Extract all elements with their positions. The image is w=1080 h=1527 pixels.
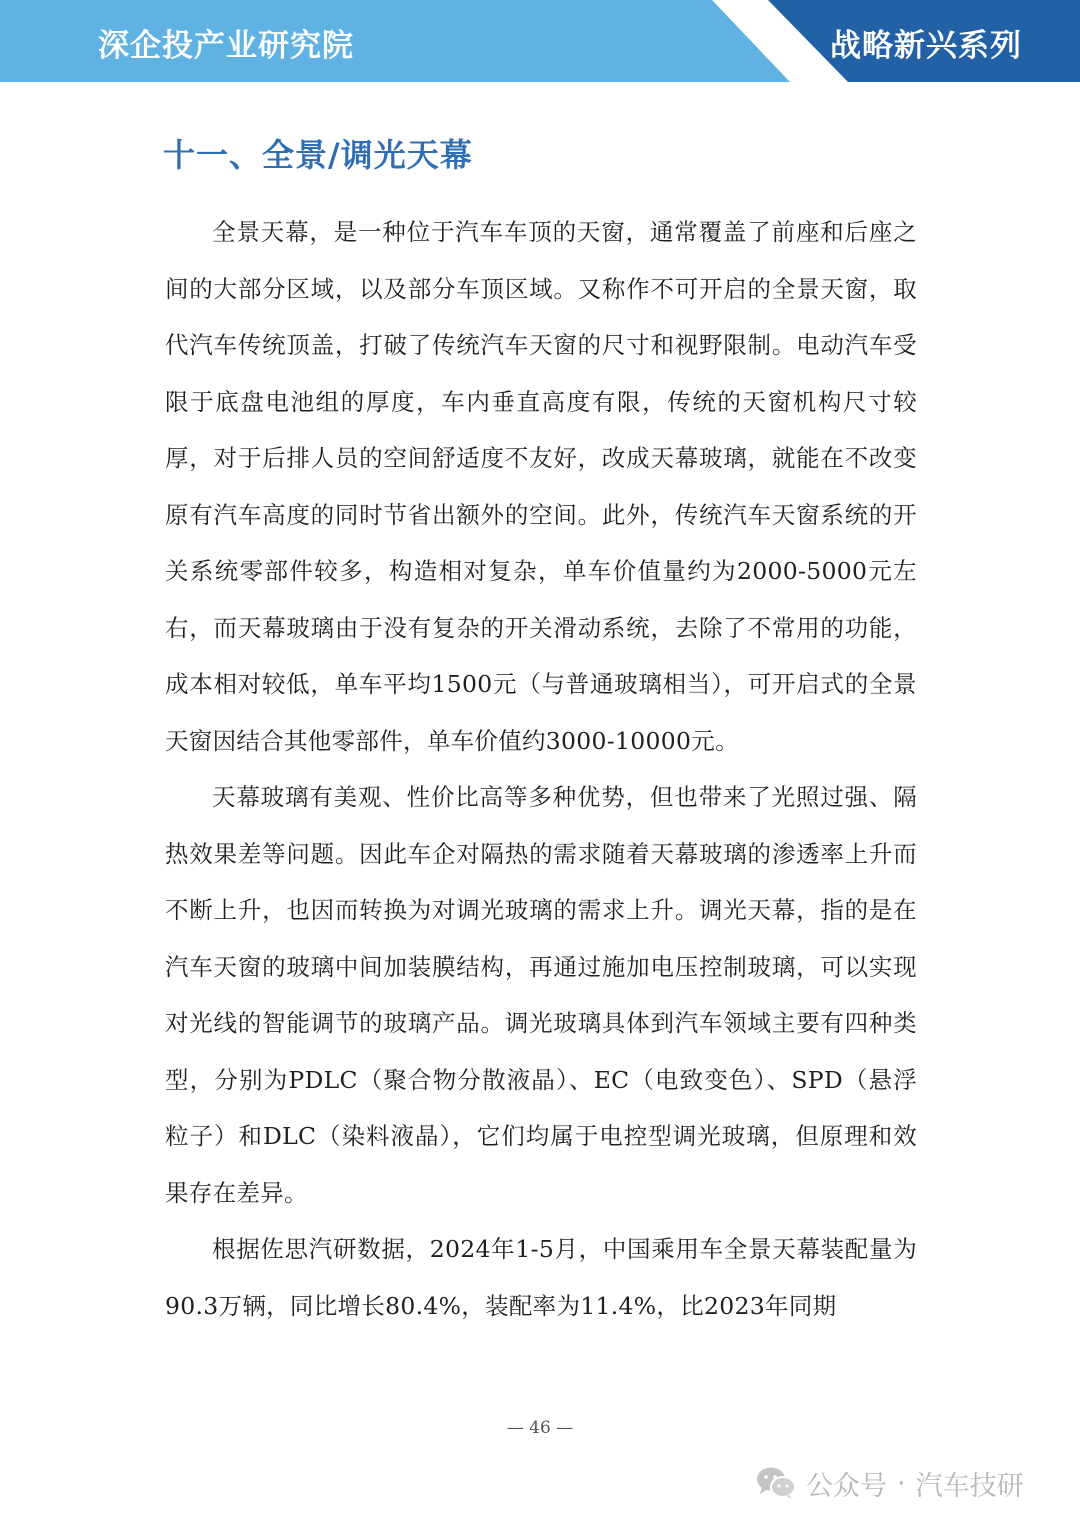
wechat-watermark <box>756 1463 1024 1503</box>
watermark-prefix: 公众号 <box>806 1470 887 1502</box>
watermark-separator: · <box>897 1467 906 1499</box>
paragraph-panoramic-roof: 全景天幕，是一种位于汽车车顶的天窗，通常覆盖了前座和后座之间的大部分区域，以及部分车顶区域。又称作不可开启的全景天窗，取代汽车传统顶盖，打破了传统汽车天窗的尺寸和视野限制。电动汽车受限于底盘电池组的厚度，车内垂直高度有限，传统的天窗机构尺寸较厚，对于后排人员的空间舒适度不友好，改成天幕玻璃，就能在不改变原有汽车高度的同时节省出额外的空间。此外，传统汽车天窗系统的开关系统零部件较多，构造相对复杂，单车价值量约为2000-5000元左右，而天幕玻璃由于没有复杂的开关滑动系统，去除了不常用的功能，成本相对较低，单车平均1500元（与普通玻璃相当），可开启式的全景天窗因结合其他零部件，单车价值约3000-10000元。 <box>165 218 917 755</box>
paragraph-dimming-glass: 天幕玻璃有美观、性价比高等多种优势，但也带来了光照过强、隔热效果差等问题。因此车企对隔热的需求随着天幕玻璃的渗透率上升而不断上升，也因而转换为对调光玻璃的需求上升。调光天幕，指的是在汽车天窗的玻璃中间加装膜结构，再通过施加电压控制玻璃，可以实现对光线的智能调节的玻璃产品。调光玻璃具体到汽车领域主要有四种类型，分别为PDLC（聚合物分散液晶）、EC（电致变色）、SPD（悬浮粒子）和DLC（染料液晶），它们均属于电控型调光玻璃，但原理和效果存在差异。 <box>165 783 917 1207</box>
series-name: 战略新兴系列 <box>830 28 1022 64</box>
section-title: 十一、全景/调光天幕 <box>163 136 473 174</box>
wechat-icon <box>756 1466 796 1500</box>
institute-name: 深企投产业研究院 <box>98 28 354 64</box>
page-number: — 46 — <box>506 1418 574 1438</box>
paragraph-market-data: 根据佐思汽研数据，2024年1-5月，中国乘用车全景天幕装配量为90.3万辆，同比增长80.4%，装配率为11.4%，比2023年同期 <box>165 1235 917 1320</box>
page-header <box>0 0 1080 82</box>
watermark-account: 汽车技研 <box>915 1470 1024 1502</box>
body-text <box>165 204 917 1334</box>
